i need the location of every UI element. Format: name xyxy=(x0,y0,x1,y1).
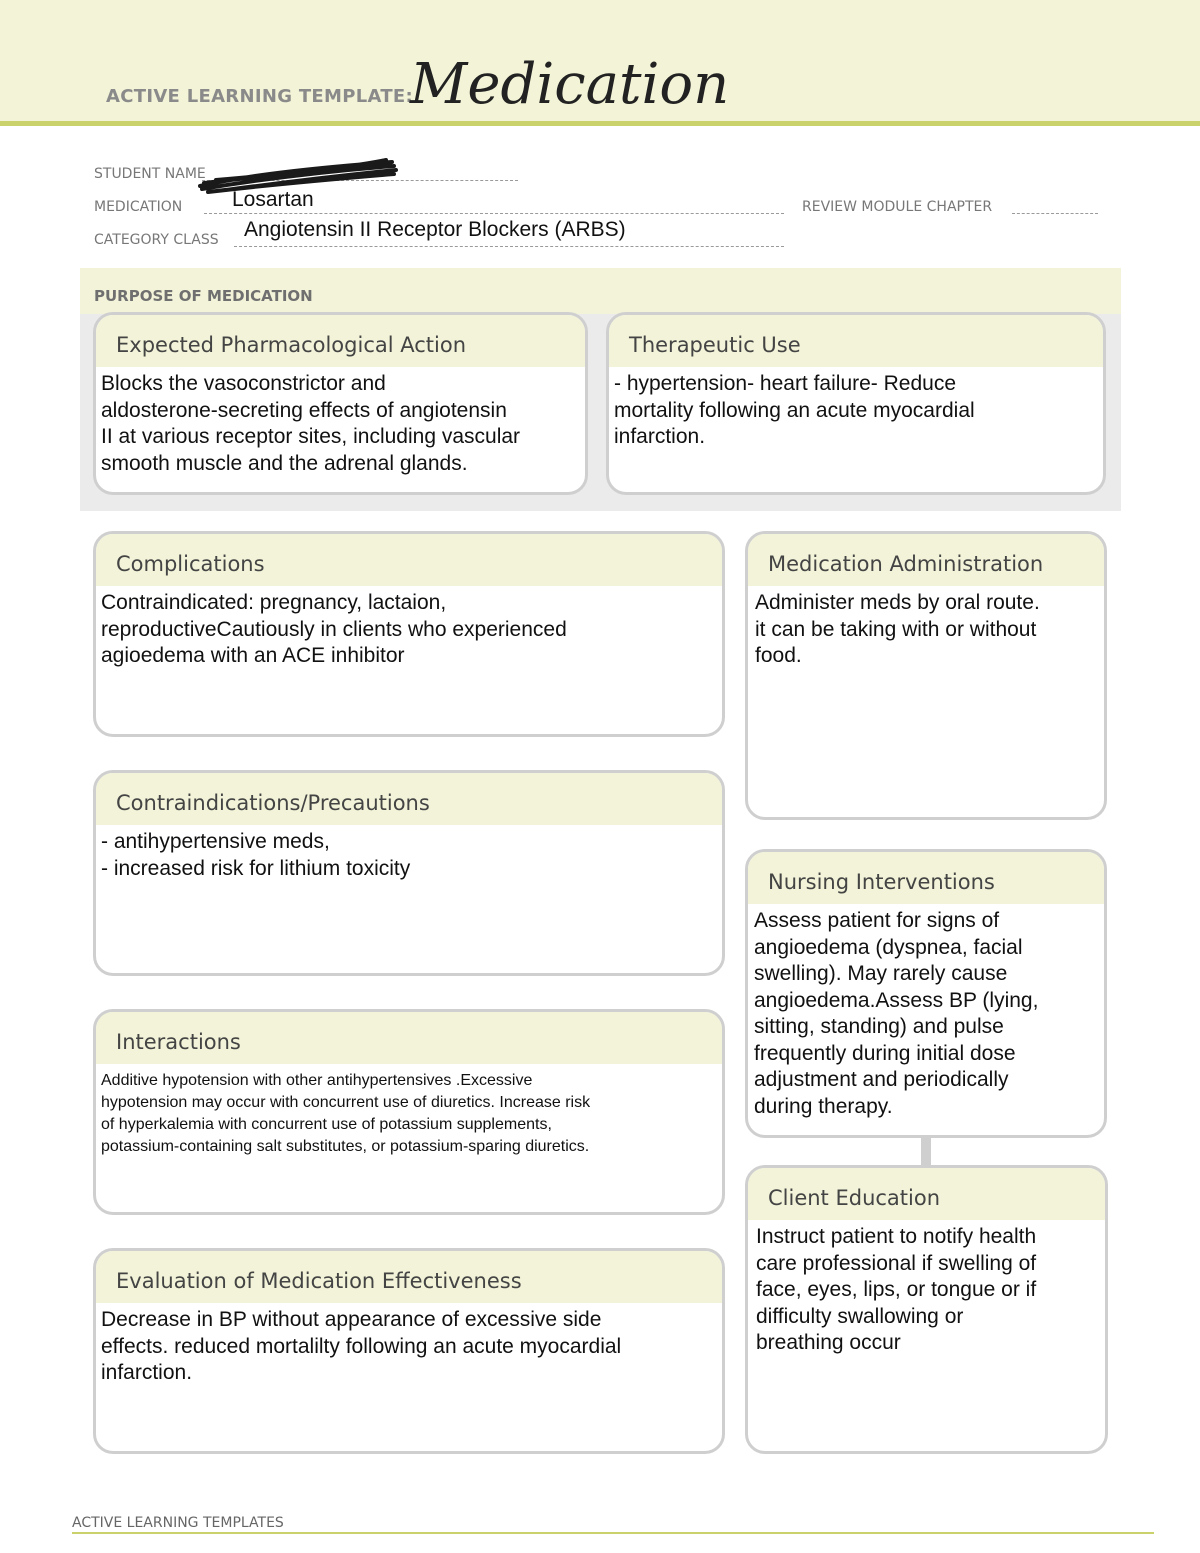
interactions-title: Interactions xyxy=(96,1012,722,1064)
connector-bar xyxy=(921,1136,931,1166)
expected-action-box xyxy=(93,312,588,495)
contraindications-title: Contraindications/Precautions xyxy=(96,773,722,825)
nursing-interventions-box xyxy=(745,849,1107,1138)
footer-label: ACTIVE LEARNING TEMPLATES xyxy=(72,1515,284,1531)
contraindications-box xyxy=(93,770,725,976)
category-class-label: CATEGORY CLASS xyxy=(94,232,219,248)
client-education-text[interactable]: Instruct patient to notify health care professional if swelling of face, eyes, lips, or tongue or if difficulty swallowing or breathing occur xyxy=(756,1225,1037,1354)
nursing-interventions-title: Nursing Interventions xyxy=(748,852,1104,904)
complications-title: Complications xyxy=(96,534,722,586)
review-module-line[interactable] xyxy=(1012,213,1098,214)
page-title: Medication xyxy=(410,52,730,117)
template-label: ACTIVE LEARNING TEMPLATE: xyxy=(106,86,413,107)
student-name-label: STUDENT NAME xyxy=(94,166,206,182)
footer-rule xyxy=(72,1532,1154,1534)
medication-line[interactable] xyxy=(204,213,784,214)
client-education-title: Client Education xyxy=(748,1168,1105,1220)
contraindications-text[interactable]: - antihypertensive meds, - increased risk for lithium toxicity xyxy=(101,830,411,880)
expected-action-title: Expected Pharmacological Action xyxy=(96,315,585,367)
review-module-label: REVIEW MODULE CHAPTER xyxy=(802,199,993,215)
interactions-text[interactable]: Additive hypotension with other antihypertensives .Excessive hypotension may occur with concurrent use of diuretics. Increase risk of hyperkalemia with concurrent use of potassium supplements, potassium-containing salt substitutes, or potassium-sparing diuretics. xyxy=(101,1072,591,1155)
expected-action-text[interactable]: Blocks the vasoconstrictor and aldosterone-secreting effects of angiotensin II at various receptor sites, including vascular smooth muscle and the adrenal glands. xyxy=(101,372,521,475)
therapeutic-use-box xyxy=(606,312,1106,495)
interactions-box xyxy=(93,1009,725,1215)
therapeutic-use-title: Therapeutic Use xyxy=(609,315,1103,367)
therapeutic-use-text[interactable]: - hypertension- heart failure- Reduce mortality following an acute myocardial infarction. xyxy=(614,372,975,448)
medication-administration-box xyxy=(745,531,1107,820)
medication-label: MEDICATION xyxy=(94,199,183,215)
medication-administration-text[interactable]: Administer meds by oral route. it can be taking with or without food. xyxy=(755,591,1040,667)
complications-text[interactable]: Contraindicated: pregnancy, lactaion, reproductiveCautiously in clients who experienced agioedema with an ACE inhibitor xyxy=(101,591,567,667)
medication-value: Losartan xyxy=(232,188,314,211)
evaluation-text[interactable]: Decrease in BP without appearance of excessive side effects. reduced mortalilty following an acute myocardial infarction. xyxy=(101,1308,622,1384)
medication-administration-title: Medication Administration xyxy=(748,534,1104,586)
evaluation-title: Evaluation of Medication Effectiveness xyxy=(96,1251,722,1303)
complications-box xyxy=(93,531,725,737)
evaluation-box xyxy=(93,1248,725,1454)
nursing-interventions-text[interactable]: Assess patient for signs of angioedema (dyspnea, facial swelling). May rarely cause angioedema.Assess BP (lying, sitting, standing) and pulse frequently during initial dose adjustment and periodically during therapy. xyxy=(754,909,1039,1118)
purpose-label: PURPOSE OF MEDICATION xyxy=(94,287,313,305)
client-education-box xyxy=(745,1165,1108,1454)
category-class-value: Angiotensin II Receptor Blockers (ARBS) xyxy=(244,218,626,241)
category-class-line[interactable] xyxy=(234,246,784,247)
header-rule xyxy=(0,121,1200,126)
